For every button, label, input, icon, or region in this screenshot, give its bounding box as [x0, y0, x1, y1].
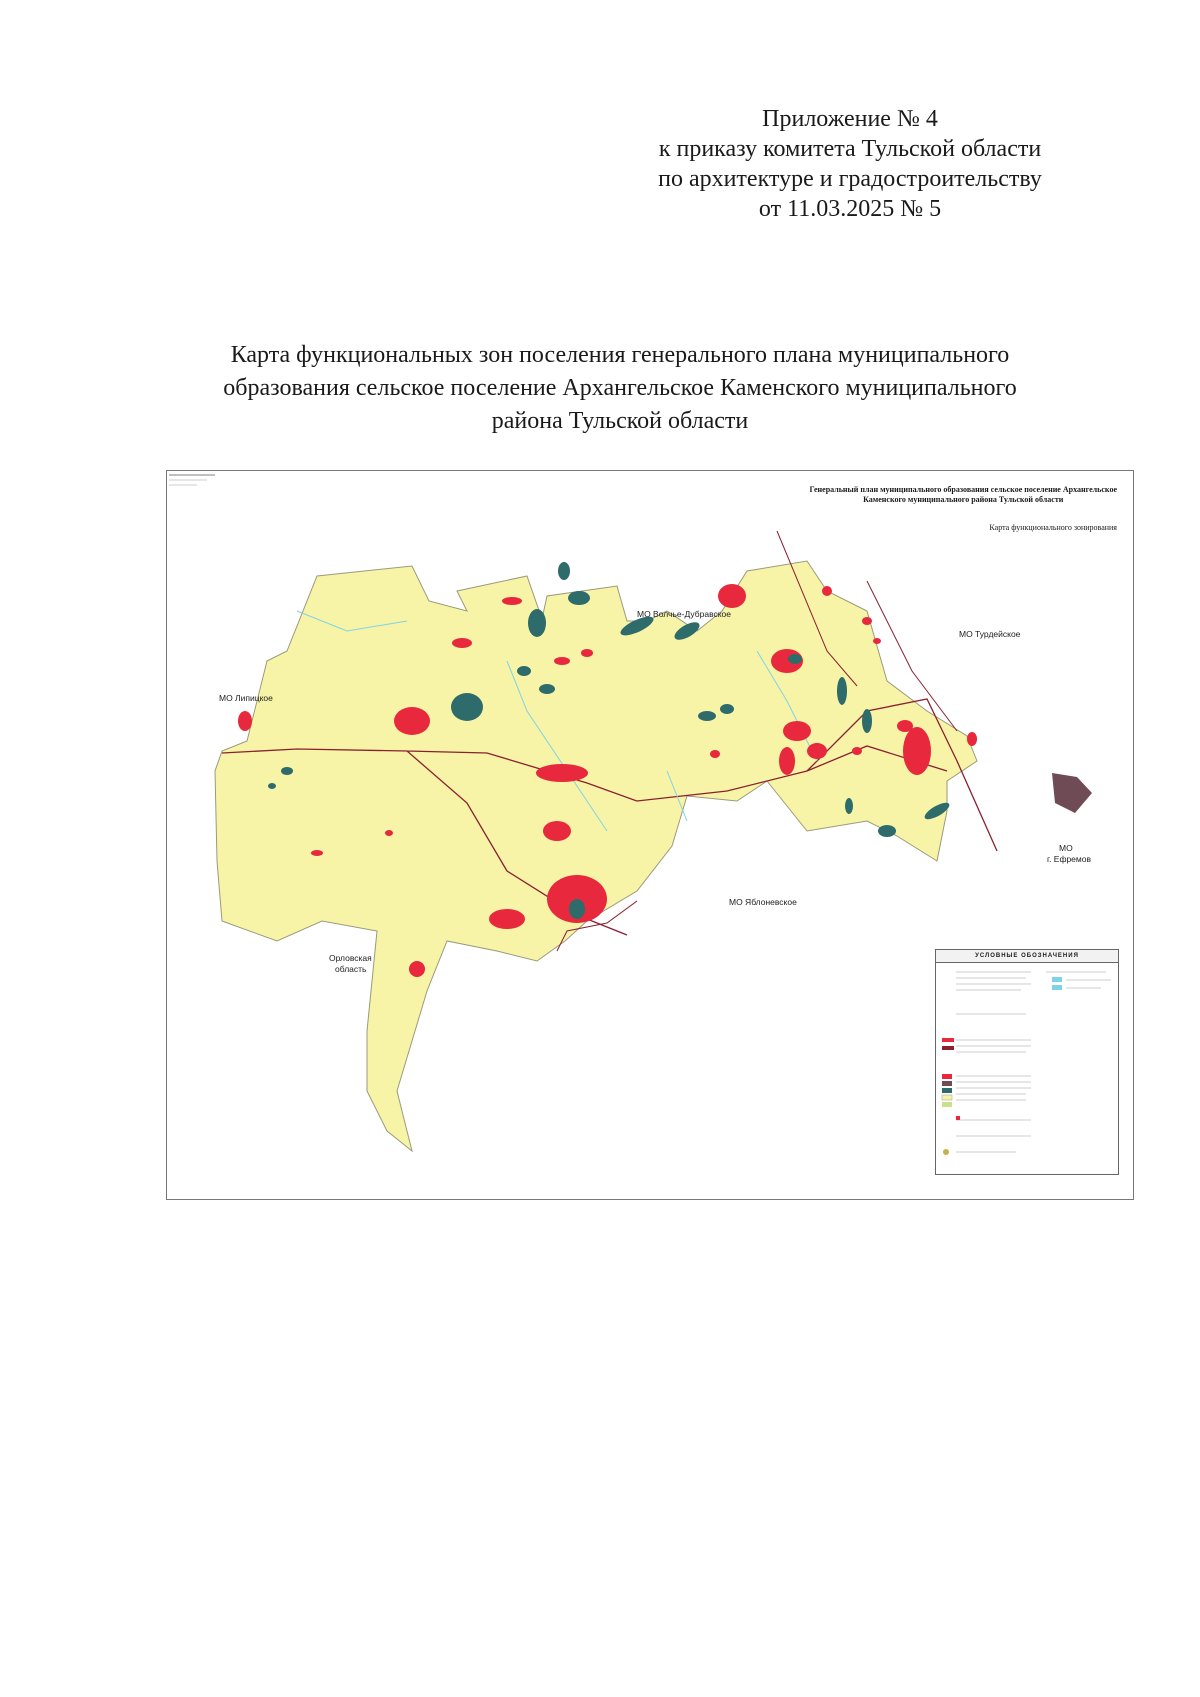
label-volchye: МО Волчье-Дубравское [637, 609, 732, 619]
label-efremov-1: МО [1059, 843, 1073, 853]
label-orlovskaya-1: Орловская [329, 953, 372, 963]
map-legend [935, 949, 1119, 1175]
title-line-2: образования сельское поселение Архангельское Каменского муниципального [223, 375, 1017, 401]
label-efremov-2: г. Ефремов [1047, 854, 1091, 864]
label-yablonevskoe: МО Яблоневское [729, 897, 797, 907]
title-line-1: Карта функциональных зон поселения генерального плана муниципального [230, 342, 1010, 368]
neighbor-area [1052, 773, 1092, 813]
scale-bar [167, 471, 227, 489]
label-lipitskoe: МО Липицкое [219, 693, 273, 703]
map-frame [166, 470, 1134, 1200]
legend-title: УСЛОВНЫЕ ОБОЗНАЧЕНИЯ [936, 950, 1118, 963]
label-turdeyskoe: МО Турдейское [959, 629, 1021, 639]
appendix-order: к приказу комитета Тульской области [658, 136, 1042, 162]
label-orlovskaya-2: область [335, 964, 367, 974]
appendix-committee: по архитектуре и градостроительству [658, 166, 1042, 192]
forest-in-settlement [788, 654, 802, 664]
title-line-3: района Тульской области [491, 408, 749, 434]
document-title [140, 339, 1100, 438]
map-header [810, 485, 1118, 505]
map-header-line-1: Генеральный план муниципального образования сельское поселение Архангельское [809, 485, 1117, 494]
appendix-number: Приложение № 4 [762, 106, 938, 132]
map-header-line-2: Каменского муниципального района Тульской области [863, 495, 1064, 504]
forest-in-center [569, 899, 585, 919]
legend-symbols [936, 950, 1118, 1160]
map-subtitle: Карта функционального зонирования [989, 523, 1117, 532]
appendix-block [560, 104, 1140, 224]
appendix-date: от 11.03.2025 № 5 [758, 196, 942, 222]
settlement-territory [215, 561, 977, 1151]
